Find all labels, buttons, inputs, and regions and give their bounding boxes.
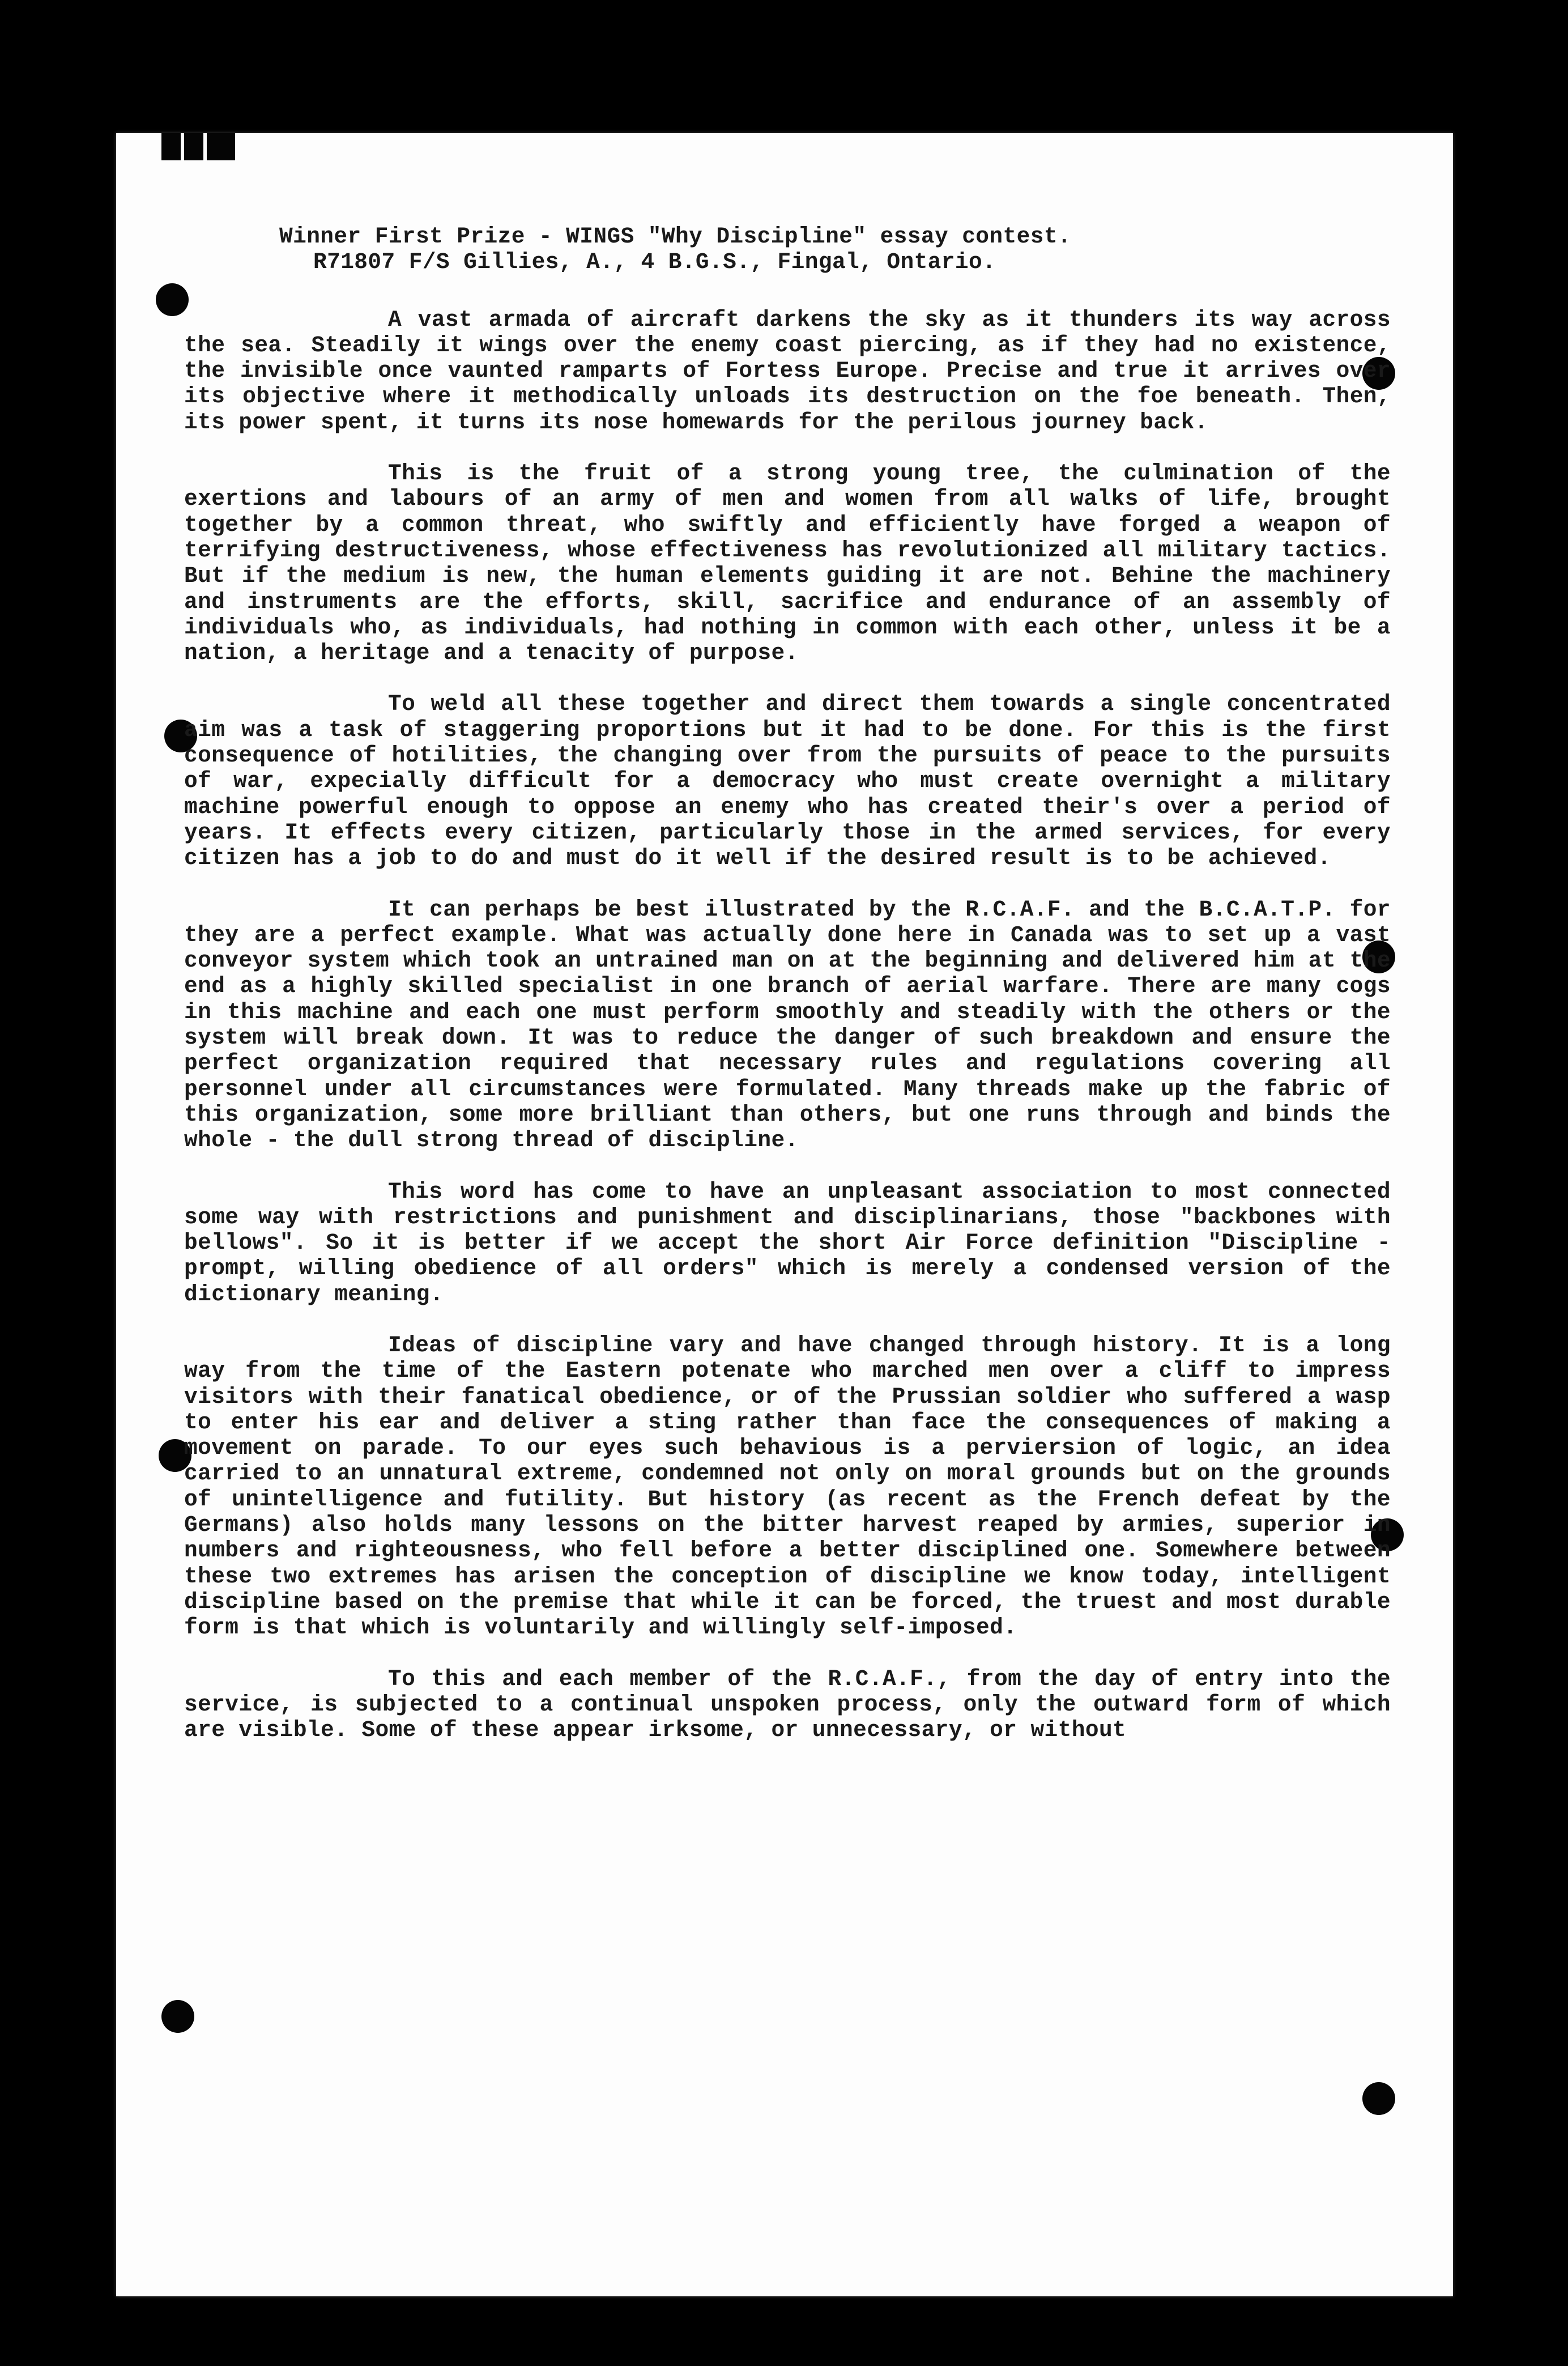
- paragraph-text: This word has come to have an unpleasant association to most connected some way with restrictions and punishment and disciplinarians, those "backbones with bellows". So it is better if we accept the short Air Force definition "Discipline - prompt, willing obedience of all orders" which is merely a condensed version of the dictionary meaning.: [184, 1178, 1391, 1307]
- punch-hole: [161, 2000, 194, 2033]
- essay-header: [279, 224, 1391, 275]
- paragraph: [184, 691, 1391, 871]
- header-line-author: R71807 F/S Gillies, A., 4 B.G.S., Fingal, Ontario.: [313, 249, 996, 275]
- paragraph: [184, 897, 1391, 1154]
- paragraph: [184, 461, 1391, 666]
- paragraph: [184, 1333, 1391, 1641]
- paragraph-text: It can perhaps be best illustrated by the R.C.A.F. and the B.C.A.T.P. for they are a perfect example. What was actually done here in Canada was to set up a vast conveyor system which took an untrained man on at the beginning and delivered him at the end as a highly skilled specialist in one branch of aerial warfare. There are many cogs in this machine and each one must perform smoothly and steadily with the others or the system will break down. It was to reduce the danger of such breakdown and ensure the perfect organization required that necessary rules and regulations covering all personnel under all circumstances were formulated. Many threads make up the fabric of this organization, some more brilliant than others, but one runs through and binds the whole - the dull strong thread of discipline.: [184, 896, 1391, 1154]
- binder-tab-marks: [161, 133, 252, 163]
- paragraph-text: This is the fruit of a strong young tree, the culmination of the exertions and labours of an army of men and women from all walks of life, brought together by a common threat, who swiftly and efficiently have forged a weapon of terrifying destructiveness, whose effectiveness has revolutionized all military tactics. But if the medium is new, the human elements guiding it are not. Behine the machinery and instruments are the efforts, skill, sacrifice and endurance of an assembly of individuals who, as individuals, had nothing in common with each other, unless it be a nation, a heritage and a tenacity of purpose.: [184, 461, 1391, 666]
- paragraph-text: Ideas of discipline vary and have changed through history. It is a long way from the time of the Eastern potenate who marched men over a cliff to impress visitors with their fanatical obedience, or of the Prussian soldier who suffered a wasp to enter his ear and deliver a sting rather than face the consequences of making a movement on parade. To our eyes such behavious is a perviersion of logic, an idea carried to an unnatural extreme, condemned not only on moral grounds but on the grounds of unintelligence and futility. But history (as recent as the French defeat by the Germans) also holds many lessons on the bitter harvest reaped by armies, superior in numbers and righteousness, who fell before a better disciplined one. Somewhere between these two extremes has arisen the conception of discipline we know today, intelligent discipline based on the premise that while it can be forced, the truest and most durable form is that which is voluntarily and willingly self-imposed.: [184, 1332, 1391, 1641]
- paragraph-text: A vast armada of aircraft darkens the sky as it thunders its way across the sea. Steadily it wings over the enemy coast piercing, as if they had no existence, the invisible once vaunted ramparts of Fortess Europe. Precise and true it arrives over its objective where it methodically unloads its destruction on the foe beneath. Then, its power spent, it turns its nose homewards for the perilous journey back.: [184, 307, 1391, 435]
- page-text: [184, 224, 1391, 1768]
- punch-hole: [1362, 2082, 1395, 2115]
- paragraph-text: To this and each member of the R.C.A.F., from the day of entry into the service, is subjected to a continual unspoken process, only the outward form of which are visible. Some of these appear irksome, or unnecessary, or without: [184, 1666, 1391, 1743]
- paragraph: [184, 1179, 1391, 1307]
- typewritten-page: [116, 133, 1453, 2296]
- paragraph-text: To weld all these together and direct them towards a single concentrated aim was a task of staggering proportions but it had to be done. For this is the first consequence of hotilities, the changing over from the pursuits of peace to the pursuits of war, expecially difficult for a democracy who must create overnight a military machine powerful enough to oppose an enemy who has created their's over a period of years. It effects every citizen, particularly those in the armed services, for every citizen has a job to do and must do it well if the desired result is to be achieved.: [184, 691, 1391, 871]
- paragraph: [184, 1666, 1391, 1743]
- paragraph: [184, 307, 1391, 435]
- header-line-contest: Winner First Prize - WINGS "Why Discipline" essay contest.: [279, 224, 1072, 249]
